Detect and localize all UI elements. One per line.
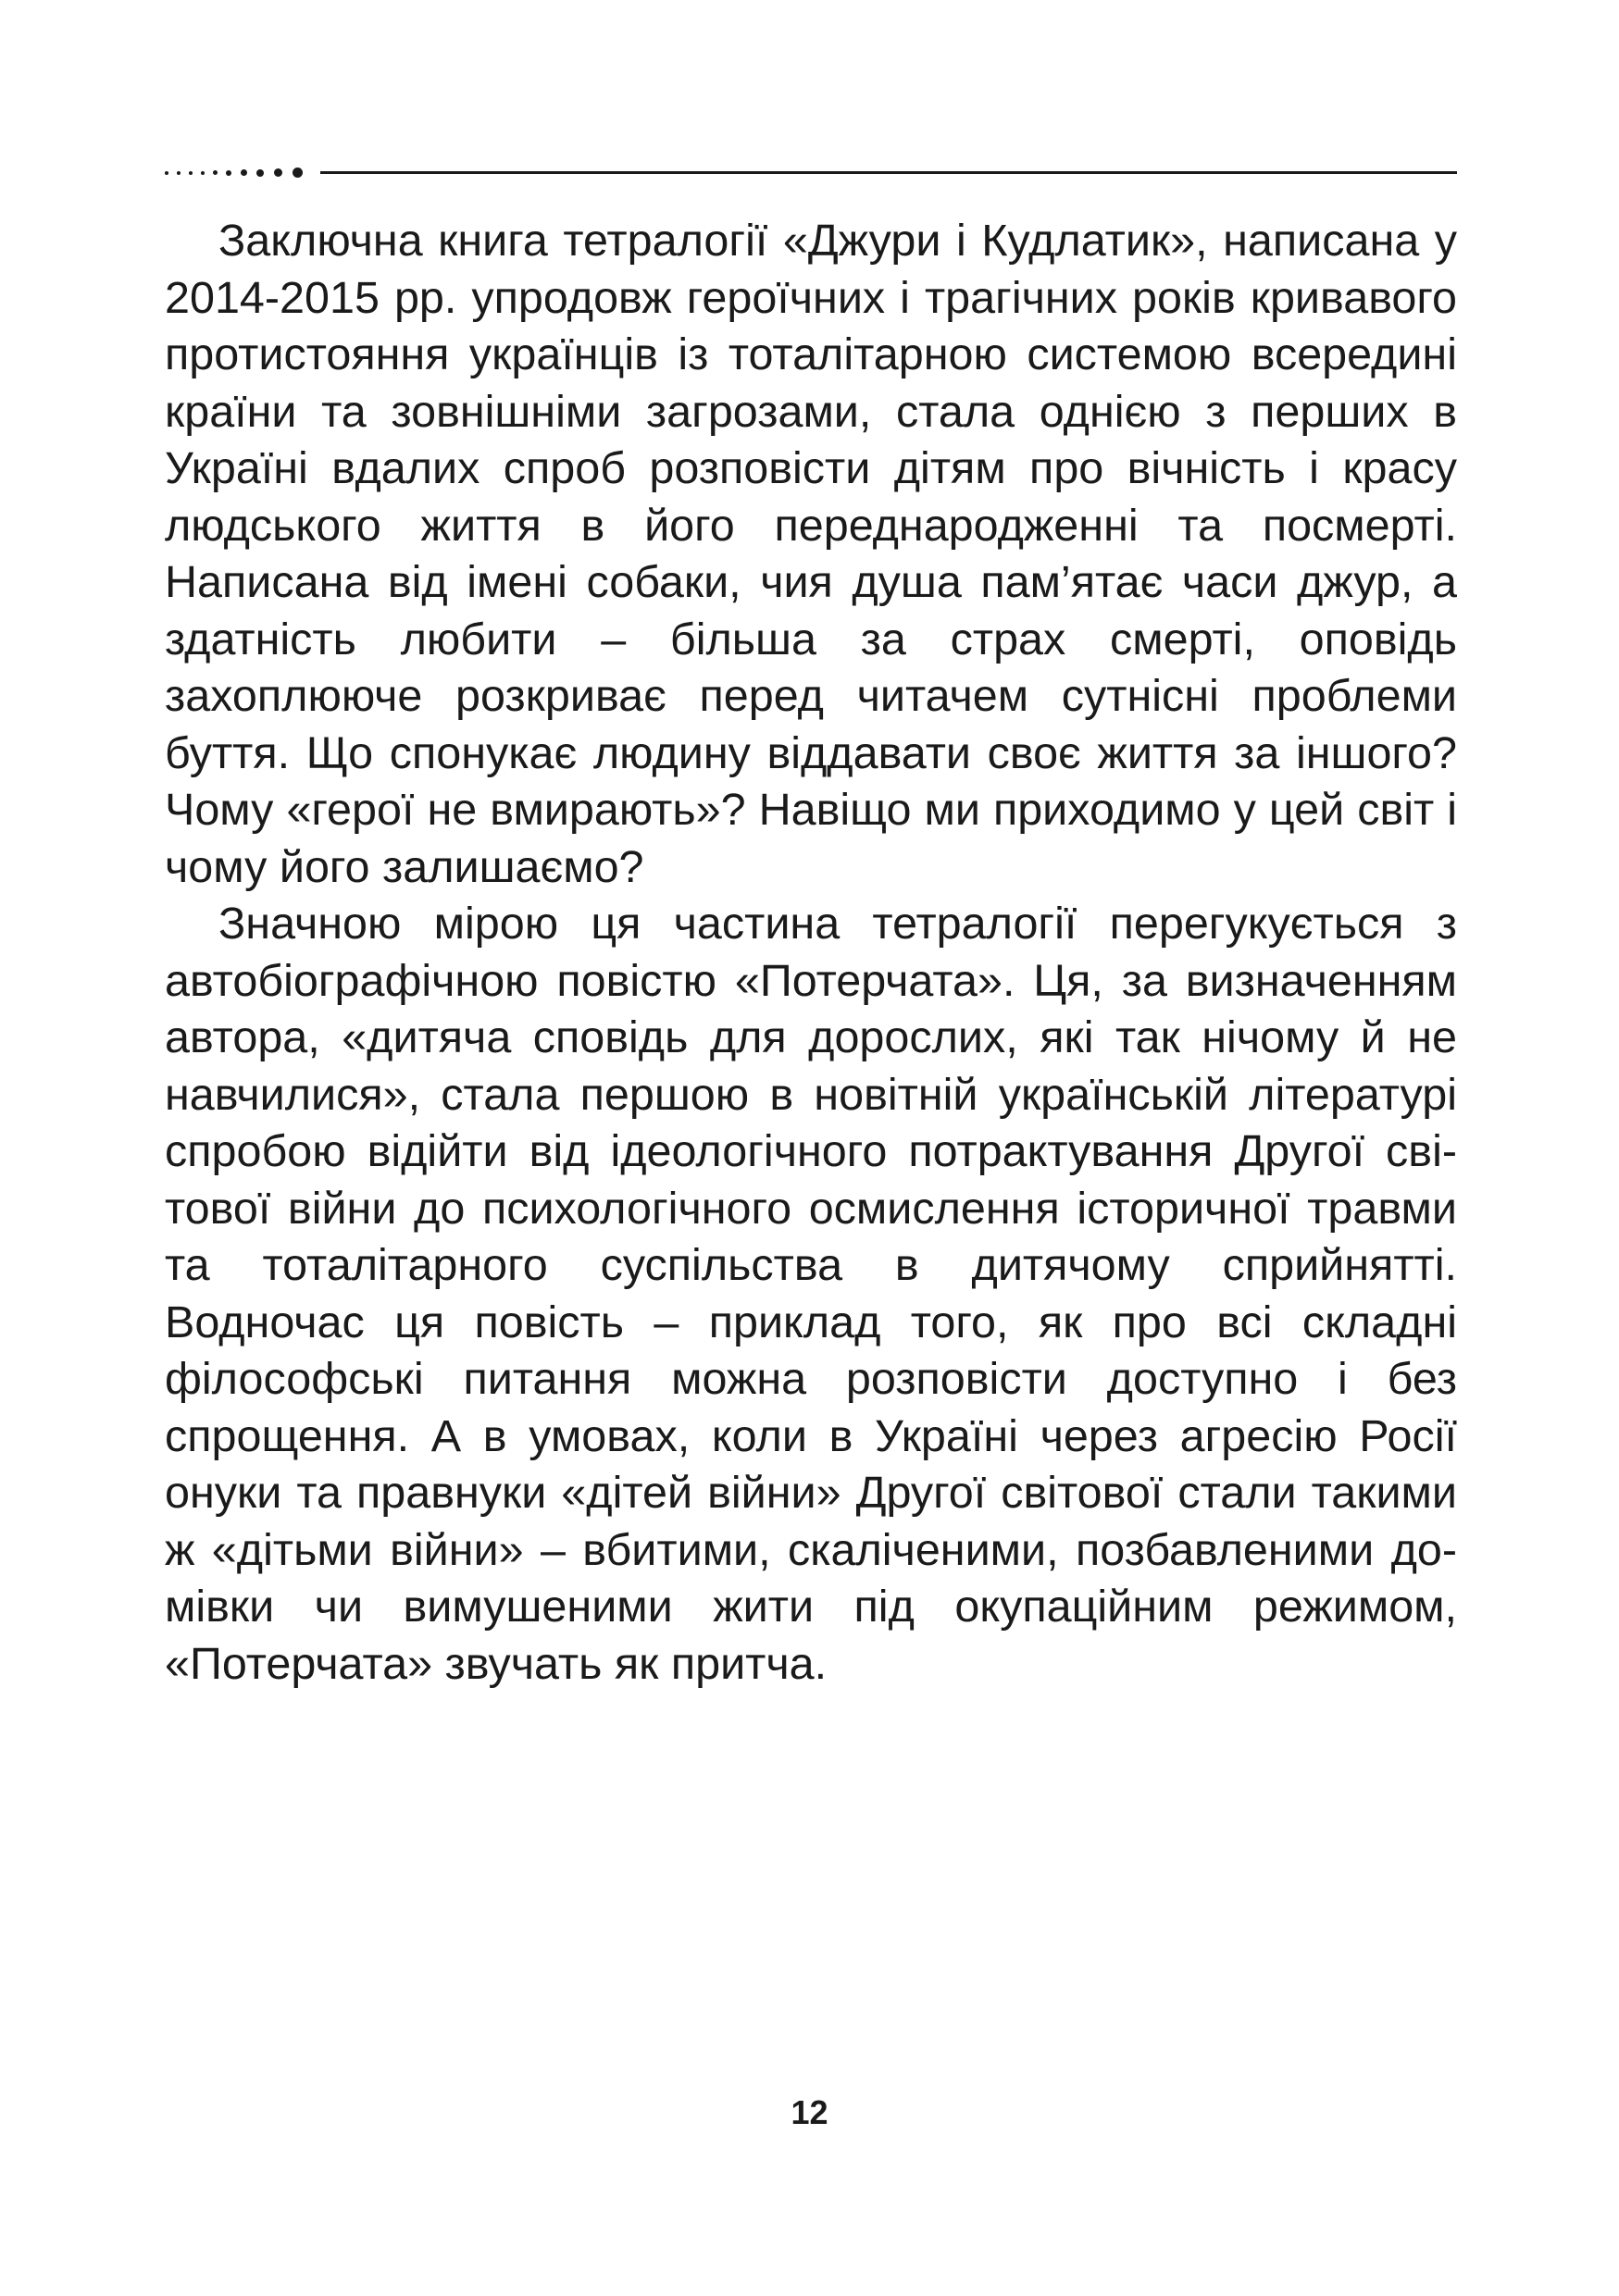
header-line	[320, 171, 1457, 174]
page-number: 12	[791, 2093, 828, 2131]
header-dots	[165, 165, 313, 180]
paragraph-1: Заключна книга тетралогії «Джури і Кудлатик», написана у 2014-2015 рр. упродовж героїчних і трагічних років кривавого протистояння українців із тоталітарною системою всередині країни та зовнішніми загрозами, стала однією з перших в Україні вдалих спроб розповісти дітям про вічність і красу людського життя в його переднародженні та посмерті. Написана від імені собаки, чия душа пам’ятає часи джур, а здатність любити – більша за страх смерті, оповідь захоплююче розкриває перед читачем сутнісні проблеми буття. Що спонукає людину віддавати своє життя за іншого? Чому «герої не вмирають»? Навіщо ми приходимо у цей світ і чому його залишаємо?	[165, 216, 1457, 892]
paragraph-2: Значною мірою ця частина тетралогії перегукується з автобіографічною повістю «Потерчата». Ця, за визначенням автора, «дитяча сповідь для дорослих, які так нічому й не навчилися», стала першою в новітній українській літературі спробою відійти від ідеологічного потрактування Другої світової війни до психологічного осмислення історичної травми та тоталітарного суспільства в дитячому сприйнятті. Водночас ця повість – приклад того, як про всі складні філософські питання можна розповісти доступно і без спрощення. А в умовах, коли в Україні через агресію Росії онуки та правнуки «дітей війни» Другої світової стали такими ж «дітьми війни» – вбитими, скаліченими, позбавленими домівки чи вимушеними жити під окупаційним режимом, «Потерчата» звучать як притча.	[165, 899, 1457, 1689]
body-text	[165, 213, 1457, 1693]
header-rule	[165, 165, 1457, 180]
